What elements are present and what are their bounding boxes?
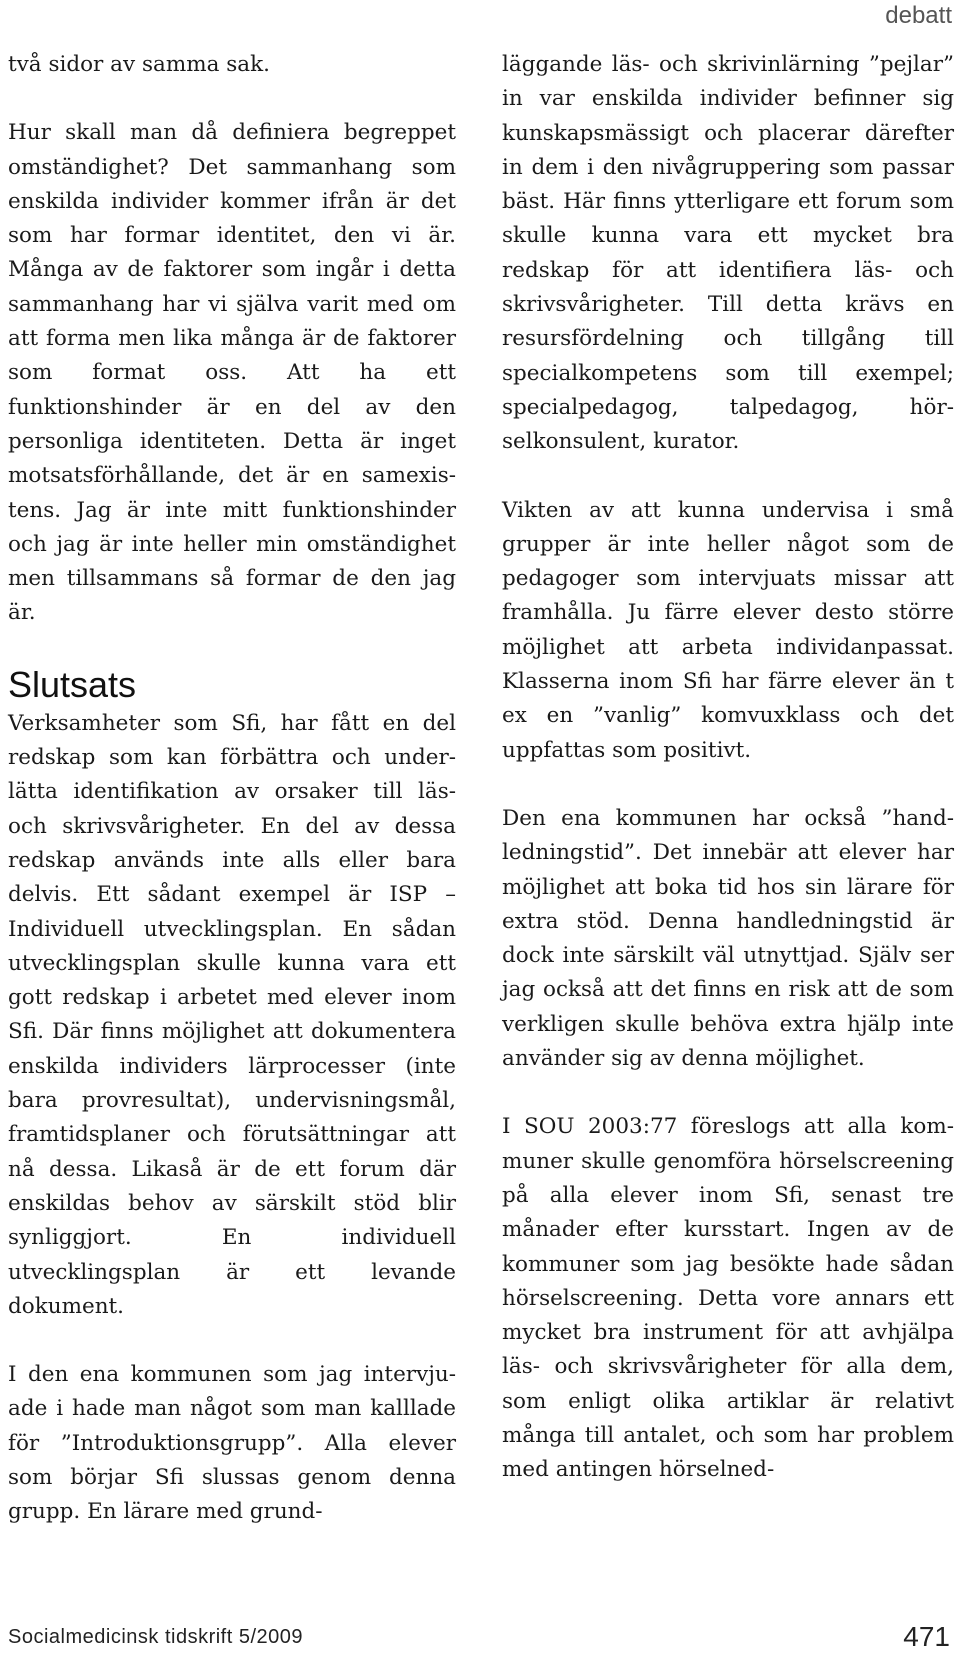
paragraph: Den ena kommunen har också ”handledningstid”. Det innebär att elever har möjlighet att boka tid hos sin lärare för extra stöd. Denna handledningstid är dock inte särskilt väl utnyttjad. Själv ser jag också att det finns en risk att de som verkligen skulle behöva extra hjälp inte använder sig av denna möjlighet. (502, 805, 954, 1072)
paragraph: I den ena kommunen som jag intervjuade i hade man något som man kalllade för ”Introduktionsgrupp”. Alla elever som börjar Sfi slussas genom denna grupp. En lärare med grund- (8, 1362, 456, 1525)
paragraph: läggande läs- och skrivinlärning ”pejlar” in var enskilda individer befinner sig kunskapsmässigt och placerar därefter in dem i den nivågruppering som passar bäst. Här finns ytterligare ett forum som skulle kunna vara ett mycket bra redskap för att identifiera läs- och skrivsvårigheter. Till detta krävs en resursfördelning och tillgång till specialkompetens som till exempel; specialpedagog, talpedagog, hörselkonsulent, kurator. (502, 52, 954, 455)
paragraph: Hur skall man då definiera begreppet omständighet? Det sammanhang som enskilda individer kommer ifrån är det som har formar identitet, den vi är. Många av de faktorer som ingår i detta sammanhang har vi själva varit med om att forma men lika många är de faktorer som format oss. Att ha ett funktionshinder är en del av den personliga identiteten. Detta är inget motsatsförhållande, det är en samexistens. Jag är inte mitt funktionshinder och jag är inte heller min omständighet men tillsammans så formar de den jag är. (8, 120, 456, 626)
journal-footer: Socialmedicinsk tidskrift 5/2009 (8, 1626, 304, 1648)
paragraph: två sidor av samma sak. (8, 52, 270, 77)
paragraph: I SOU 2003:77 föreslogs att alla kommuner skulle genomföra hörselscreening på alla elever inom Sfi, senast tre månader efter kursstart. Ingen av de kommuner som jag besökte hade sådan hörselscreening. Detta vore annars ett mycket bra instrument för att avhjälpa läs- och skrivsvårigheter för alla dem, som enligt olika artiklar är relativt många till antalet, och som har problem med antingen hörselned- (502, 1114, 954, 1483)
paragraph: Vikten av att kunna undervisa i små grupper är inte heller något som de pedagoger som intervjuats missar att framhålla. Ju färre elever desto större möjlighet att arbeta individanpassat. Klasserna inom Sfi har färre elever än t ex en ”vanlig” komvuxklass och det uppfattas som positivt. (502, 497, 954, 763)
paragraph: Verksamheter som Sfi, har fått en del redskap som kan förbättra och underlätta identifikation av orsaker till läs- och skrivsvårigheter. En del av dessa redskap används inte alls eller bara delvis. Ett sådant exempel är ISP – Individuell utvecklingsplan. En sådan utvecklingsplan skulle kunna vara ett gott redskap i arbetet med elever inom Sfi. Där finns möjlighet att dokumentera enskilda individers lärprocesser (inte bara provresultat), undervisningsmål, framtidsplaner och förutsättningar att nå dessa. Likaså är de ett forum där enskildas behov av särskilt stöd blir synliggjort. En individuell utvecklingsplan är ett levande dokument. (8, 710, 456, 1319)
page-number: 471 (903, 1621, 950, 1652)
right-column (502, 48, 954, 1488)
left-column (8, 48, 456, 1530)
section-label: debatt (885, 2, 952, 29)
section-heading: Slutsats (8, 663, 137, 705)
